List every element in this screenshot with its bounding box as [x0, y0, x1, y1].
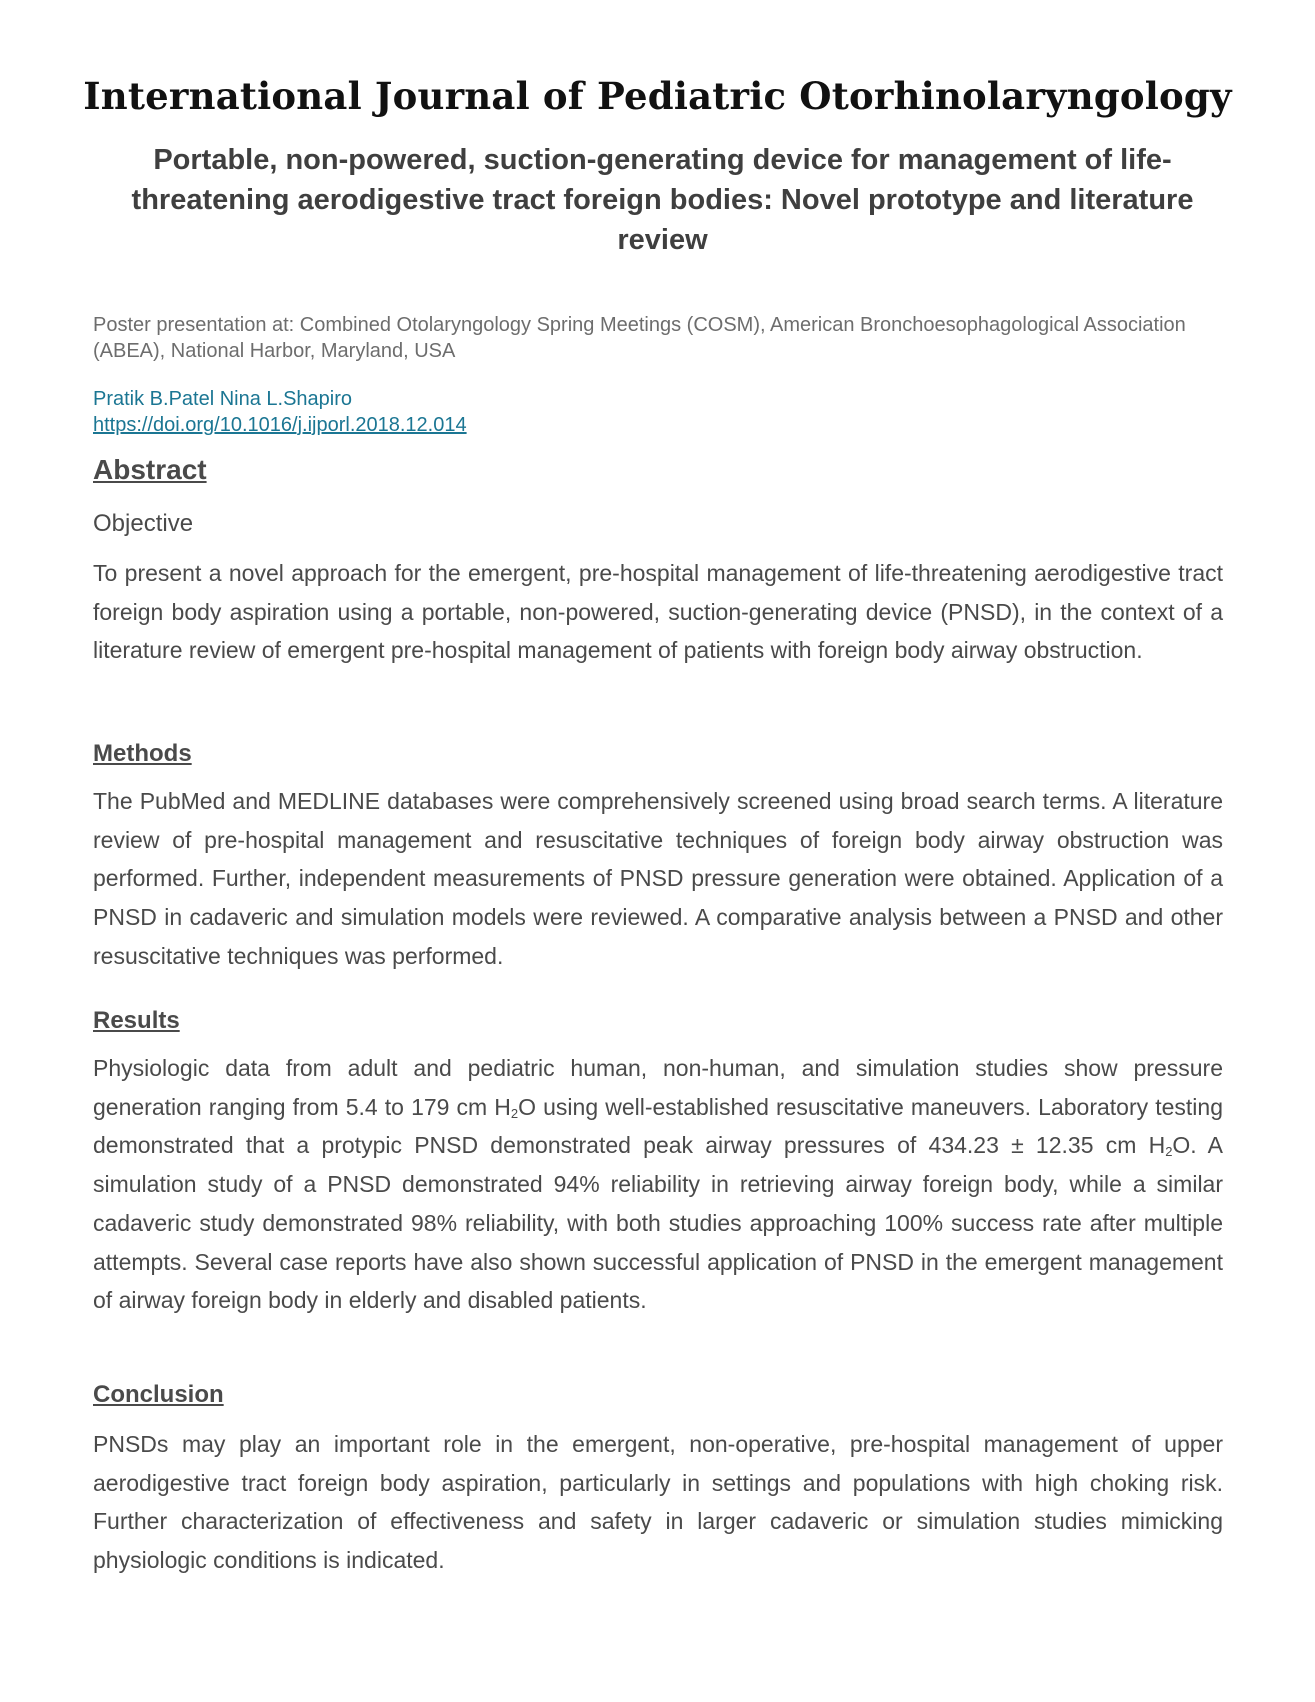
results-text-part1: Physiologic data from adult and pediatric human, non-human, and simulation studies show pressure generation ranging from 5.4 to 179 cm H [93, 1055, 1223, 1120]
journal-title: International Journal of Pediatric Otorhinolaryngology [83, 74, 1232, 118]
doi-link[interactable]: https://doi.org/10.1016/j.ijporl.2018.12.014 [93, 414, 467, 436]
abstract-heading: Abstract [93, 454, 207, 485]
results-text-part2: O using well-established resuscitative maneuvers. Laboratory testing demonstrated that a protypic PNSD demonstrated peak airway pressures of 434.23 ± 12.35 cm H [93, 1093, 1223, 1159]
results-heading: Results [93, 1007, 180, 1034]
conclusion-text: PNSDs may play an important role in the emergent, non-operative, pre-hospital management of upper aerodigestive tract foreign body aspiration, particularly in settings and populations with high choking risk. Further characterization of effectiveness and safety in larger cadaveric or simulation studies mimicking physiologic conditions is indicated. [93, 1431, 1223, 1574]
results-subscript-1: 2 [510, 1105, 519, 1121]
poster-note: Poster presentation at: Combined Otolaryngology Spring Meetings (COSM), American Bronchoesophagological Association (ABEA), National Harbor, Maryland, USA [93, 314, 1186, 362]
results-subscript-2: 2 [1165, 1144, 1173, 1160]
objective-text: To present a novel approach for the emergent, pre-hospital management of life-threatening aerodigestive tract foreign body aspiration using a portable, non-powered, suction-generating device (PNSD), in the context of a literature review of emergent pre-hospital management of patients with foreign body airway obstruction. [93, 560, 1223, 664]
conclusion-heading: Conclusion [93, 1381, 224, 1408]
methods-text: The PubMed and MEDLINE databases were comprehensively screened using broad search terms. A literature review of pre-hospital management and resuscitative techniques of foreign body airway obstruction was performed. Further, independent measurements of PNSD pressure generation were obtained. Application of a PNSD in cadaveric and simulation models were reviewed. A comparative analysis between a PNSD and other resuscitative techniques was performed. [93, 788, 1223, 969]
results-text-part3: O. A simulation study of a PNSD demonstrated 94% reliability in retrieving airway foreign body, while a similar cadaveric study demonstrated 98% reliability, with both studies approaching 100% success rate after multiple attempts. Several case reports have also shown successful application of PNSD in the emergent management of airway foreign body in elderly and disabled patients. [93, 1132, 1223, 1314]
methods-heading: Methods [93, 740, 192, 767]
objective-heading: Objective [93, 510, 194, 537]
results-text [93, 1049, 1223, 1320]
article-title: Portable, non-powered, suction-generating device for management of life-threatening aerodigestive tract foreign bodies: Novel prototype and literature review [131, 144, 1194, 256]
authors[interactable]: Pratik B.Patel Nina L.Shapiro [93, 388, 353, 410]
